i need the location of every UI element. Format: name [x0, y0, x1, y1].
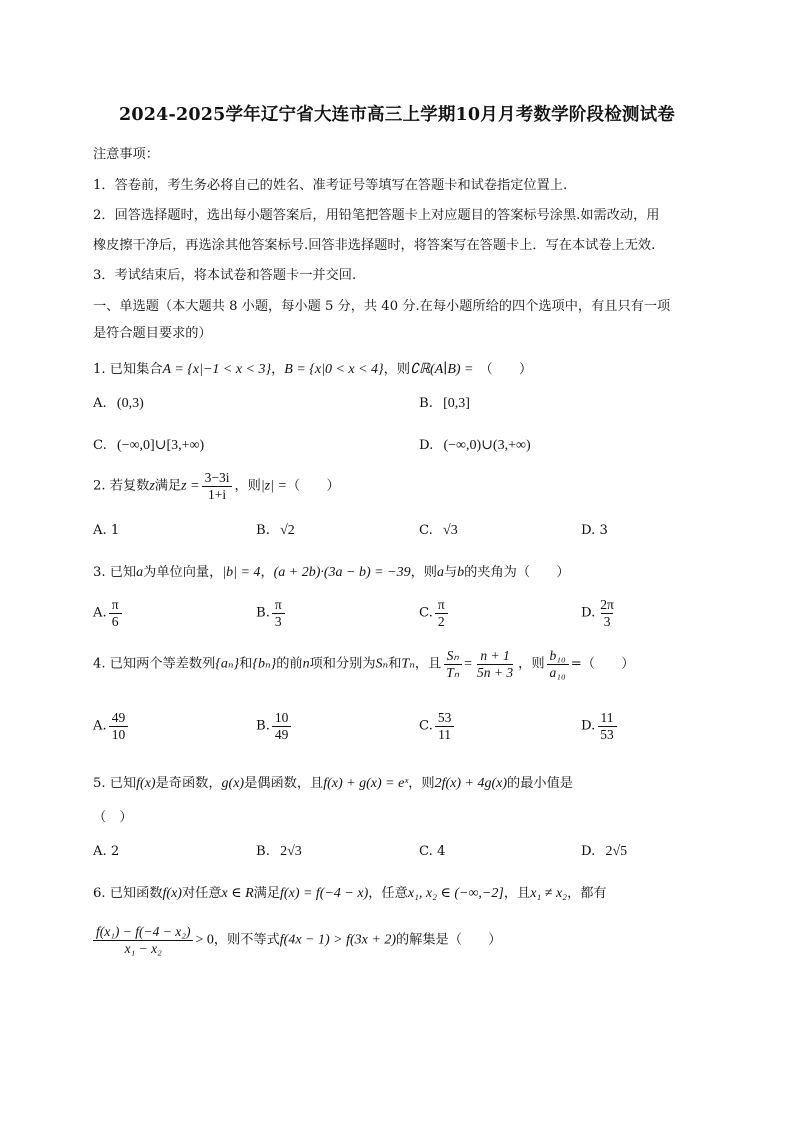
option-fraction	[272, 710, 292, 742]
q3-unit: 为单位向量，	[143, 565, 223, 580]
q4-seq-b: {bₙ}	[252, 656, 277, 672]
fraction-numerator: π	[437, 597, 445, 612]
q5-option-a[interactable]: A. 2	[93, 844, 120, 859]
q3-prefix: 3. 已知	[93, 565, 137, 580]
q4-fraction-ratio	[474, 648, 516, 680]
question-5	[93, 772, 573, 792]
q5-tail: 的最小值是	[507, 776, 573, 791]
option-fraction	[597, 710, 617, 742]
q6-inequality: f(4x − 1) > f(3x + 2)	[279, 932, 396, 948]
q4-mid3: ，且	[414, 656, 442, 672]
q6-mid: 对任意	[181, 886, 222, 901]
option-value: √2	[280, 523, 295, 538]
question-4	[93, 648, 635, 680]
q2-option-b[interactable]	[256, 523, 295, 539]
option-value: 2√3	[280, 844, 302, 859]
exam-title: 2024-2025学年辽宁省大连市高三上学期10月月考数学阶段检测试卷	[118, 105, 676, 125]
option-label: C.	[93, 438, 107, 453]
fraction-denominator: 10	[111, 726, 126, 742]
q5-equation: f(x) + g(x) = eˣ	[323, 776, 409, 791]
q5-expression: 2f(x) + 4g(x)	[434, 776, 508, 791]
notice-item-2: 2．回答选择题时，选出每小题答案后，用铅笔把答题卡上对应题目的答案标号涂黑.如需改动，用	[93, 208, 660, 223]
q4-option-d[interactable]	[581, 710, 619, 742]
fraction-denominator: 6	[109, 613, 122, 630]
q6-gt: > 0	[195, 932, 214, 948]
q2-abs: |z| =	[260, 478, 287, 494]
q3-option-a[interactable]	[93, 597, 124, 629]
q6-has: ，都有	[567, 886, 607, 901]
notice-heading: 注意事项：	[93, 147, 159, 162]
fraction-numerator: 3−3i	[202, 470, 233, 487]
q3-vector-a: a	[136, 565, 144, 580]
fraction-numerator: f(x₁) − f(−4 − x₂)	[93, 924, 193, 941]
q6-interval: x₁, x₂ ∈ (−∞,−2]	[407, 886, 504, 901]
q5-paren: （ ）	[93, 810, 133, 825]
option-value: 2√5	[605, 844, 628, 859]
q1-mid: ，则	[383, 362, 411, 377]
q3-vector-a-ref: a	[436, 565, 444, 580]
fraction-denominator: a₁₀	[549, 664, 566, 680]
q6-fraction	[93, 924, 193, 956]
option-fraction	[109, 710, 129, 742]
q1-option-a[interactable]	[93, 396, 144, 412]
question-6-cont	[93, 924, 501, 956]
q1-sep: ，	[271, 362, 285, 377]
option-label: C.	[419, 718, 433, 734]
option-label: B.	[256, 844, 270, 859]
q2-var: z	[149, 478, 155, 494]
q1-option-c[interactable]	[93, 437, 204, 454]
fraction-numerator: 53	[435, 710, 455, 727]
q4-option-c[interactable]	[419, 710, 456, 742]
q4-sn: Sₙ	[375, 656, 389, 672]
option-value: (−∞,0)∪(3,+∞)	[443, 438, 531, 453]
option-fraction	[435, 710, 455, 742]
q6-neq: x₁ ≠ x₂	[530, 886, 568, 901]
q1-paren: （ ）	[479, 362, 533, 377]
fraction-numerator: b₁₀	[547, 648, 569, 665]
q3-option-d[interactable]	[581, 597, 619, 629]
q6-fx: f(x)	[162, 886, 182, 901]
q3-tail: 的夹角为（ ）	[464, 565, 570, 580]
notice-item-1: 1．答卷前，考生务必将自己的姓名、准考证号等填写在答题卡和试卷指定位置上.	[93, 178, 568, 193]
q3-dot-product: (a + 2b)·(3a − b) = −39	[273, 565, 411, 580]
question-3	[93, 561, 570, 581]
q3-and: 与	[443, 565, 458, 580]
q3-sep: ，	[260, 565, 274, 580]
q6-any: ，任意	[368, 886, 408, 901]
fraction-numerator: n + 1	[477, 648, 512, 665]
q3-vector-b: b	[457, 565, 465, 580]
option-label: A.	[93, 396, 107, 411]
q4-mid: 的前	[276, 656, 303, 672]
option-label: C.	[419, 523, 433, 538]
fraction-denominator: 5n + 3	[477, 664, 514, 680]
q4-fraction-target	[547, 648, 569, 680]
fraction-numerator: Sₙ	[444, 648, 462, 665]
option-label: D.	[581, 718, 596, 734]
option-label: A.	[93, 605, 107, 621]
q4-eq: =	[464, 656, 473, 672]
q1-expr: ∁ℝ(A∣B) =	[410, 362, 474, 377]
q1-prefix: 1. 已知集合	[93, 362, 163, 377]
fraction-denominator: x₁ − x₂	[124, 940, 162, 956]
q4-option-a[interactable]	[93, 710, 130, 742]
fraction-denominator: 2	[435, 613, 448, 630]
fraction-numerator: 10	[272, 710, 292, 727]
q1-set-a: A = {x|−1 < x < 3}	[162, 362, 272, 377]
fraction-denominator: 11	[438, 726, 452, 742]
fraction-numerator: 49	[109, 710, 129, 727]
q4-and: 和	[239, 656, 253, 672]
q2-option-a[interactable]: A. 1	[93, 523, 120, 538]
q4-option-b[interactable]	[256, 710, 293, 742]
fraction-denominator: 3	[601, 613, 614, 630]
option-label: D.	[581, 605, 596, 621]
q3-norm-b: |b| = 4	[222, 565, 261, 580]
q5-prefix: 5. 已知	[93, 776, 137, 791]
option-label: D.	[581, 844, 596, 859]
q6-prefix: 6. 已知函数	[93, 886, 163, 901]
option-fraction	[435, 597, 448, 629]
question-6	[93, 882, 607, 902]
q2-option-d[interactable]: D. 3	[581, 523, 608, 538]
q4-and2: 和	[388, 656, 402, 672]
fraction-denominator: 1+i	[207, 486, 227, 502]
section-heading: 一、单选题（本大题共 8 小题，每小题 5 分，共 40 分.在每小题所给的四个选项中，有且只有一项	[93, 299, 671, 314]
option-value: √3	[443, 523, 458, 538]
q6-sat: 满足	[253, 886, 281, 901]
fraction-numerator: 11	[598, 710, 617, 727]
option-label: B.	[256, 523, 270, 538]
q4-n: n	[302, 656, 310, 672]
q5-option-c[interactable]: C. 4	[419, 844, 446, 859]
question-2	[93, 470, 340, 502]
q4-prefix: 4. 已知两个等差数列	[93, 656, 216, 672]
option-label: D.	[419, 438, 434, 453]
q2-mid: 满足	[154, 478, 182, 494]
q4-mid2: 项和分别为	[309, 656, 376, 672]
q5-option-d[interactable]	[581, 844, 627, 860]
q2-option-c[interactable]	[419, 523, 458, 539]
q3-option-b[interactable]	[256, 597, 287, 629]
q1-option-b[interactable]	[419, 396, 470, 412]
q5-gx: g(x)	[221, 776, 245, 791]
fraction-numerator: π	[274, 597, 282, 612]
option-value: (0,3)	[116, 396, 144, 411]
q6-then: ，则不等式	[213, 932, 280, 948]
q2-then: ，则	[234, 478, 261, 494]
q2-lhs: z =	[181, 478, 200, 494]
q5-even: 是偶函数，且	[244, 776, 324, 791]
option-label: B.	[256, 605, 270, 621]
option-label: C.	[419, 605, 433, 621]
notice-item-3: 3．考试结束后，将本试卷和答题卡一并交回.	[93, 268, 357, 283]
q2-fraction	[202, 470, 233, 502]
q5-fx: f(x)	[136, 776, 156, 791]
q6-domain: x ∈ R	[221, 886, 254, 901]
option-value: (−∞,0]∪[3,+∞)	[117, 438, 205, 453]
q6-and: ，且	[503, 886, 531, 901]
q3-then: ，则	[410, 565, 437, 580]
q4-tail: =（ ）	[570, 656, 635, 672]
question-1	[93, 358, 532, 378]
q6-symmetry: f(x) = f(−4 − x)	[280, 886, 369, 901]
q5-odd: 是奇函数，	[155, 776, 222, 791]
option-fraction	[109, 597, 122, 629]
option-fraction	[272, 597, 285, 629]
q1-option-d[interactable]	[419, 437, 531, 454]
q4-fraction-st	[443, 648, 462, 680]
q4-tn: Tₙ	[401, 656, 415, 672]
q1-set-b: B = {x|0 < x < 4}	[284, 362, 384, 377]
fraction-denominator: Tₙ	[446, 664, 460, 680]
option-fraction	[597, 597, 617, 629]
q4-then: ，则	[518, 656, 545, 672]
fraction-denominator: 49	[274, 726, 289, 742]
section-heading-cont: 是符合题目要求的）	[93, 326, 212, 341]
fraction-numerator: π	[111, 597, 119, 612]
notice-item-2-cont: 橡皮擦干净后，再选涂其他答案标号.回答非选择题时，将答案写在答题卡上．写在本试卷上无效.	[93, 238, 656, 253]
q2-prefix: 2. 若复数	[93, 478, 150, 494]
fraction-denominator: 53	[600, 726, 614, 742]
q5-then: ，则	[408, 776, 435, 791]
option-label: A.	[93, 718, 107, 734]
option-value: [0,3]	[443, 396, 470, 411]
fraction-denominator: 3	[272, 613, 285, 630]
q6-tail: 的解集是（ ）	[395, 932, 502, 948]
q2-paren: （ ）	[286, 478, 340, 494]
q3-option-c[interactable]	[419, 597, 450, 629]
fraction-numerator: 2π	[600, 597, 614, 612]
option-label: B.	[256, 718, 270, 734]
q5-option-b[interactable]	[256, 844, 302, 860]
q4-seq-a: {aₙ}	[215, 656, 240, 672]
option-label: B.	[419, 396, 433, 411]
